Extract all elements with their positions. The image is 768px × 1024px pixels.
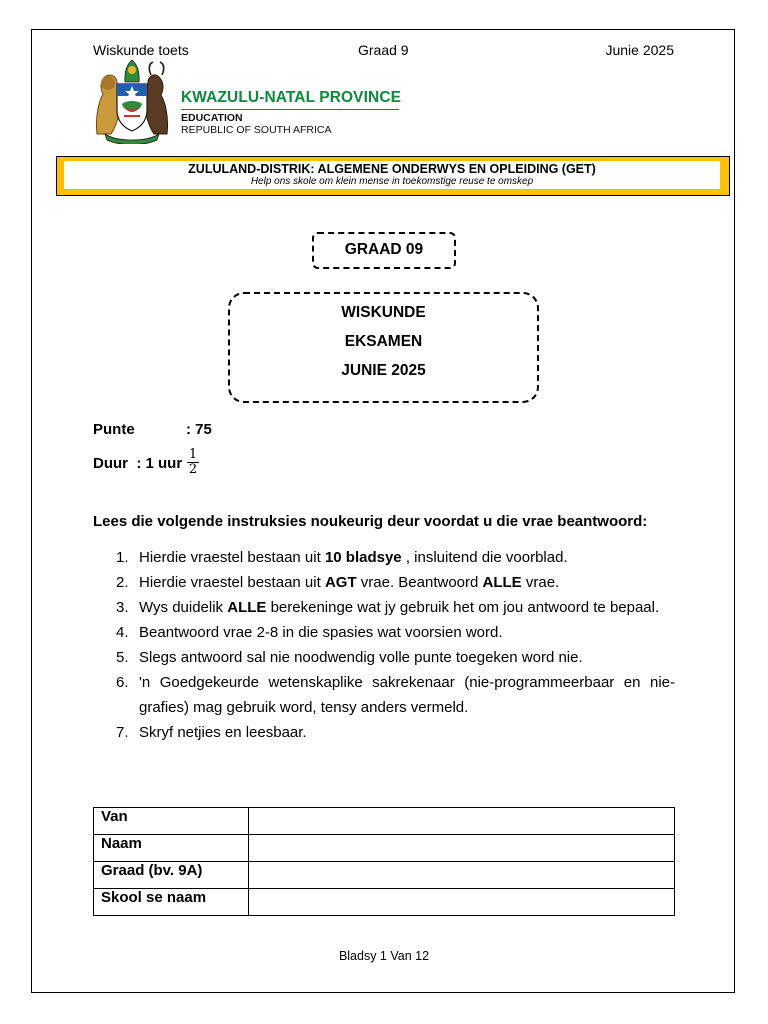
instruction-text: vrae. Beantwoord [356, 574, 483, 591]
field-value[interactable] [249, 808, 675, 835]
header-grade: Graad 9 [358, 42, 409, 58]
exam-type-line: EKSAMEN [344, 333, 423, 350]
grade-box: GRAAD 09 [312, 232, 456, 269]
marks-value: : 75 [186, 421, 212, 438]
field-value[interactable] [249, 889, 675, 916]
instruction-item [93, 645, 675, 670]
instruction-item [93, 595, 675, 620]
instruction-item [93, 620, 675, 645]
header-subject: Wiskunde toets [93, 42, 189, 58]
province-name: KWAZULU-NATAL PROVINCE [181, 89, 402, 106]
coat-of-arms-icon [91, 56, 173, 144]
table-row [94, 889, 675, 916]
instruction-number: 1. [116, 549, 129, 566]
table-row [94, 808, 675, 835]
logo-divider [181, 109, 399, 110]
field-value[interactable] [249, 862, 675, 889]
field-label: Skool se naam [94, 889, 249, 916]
instruction-number: 6. [116, 674, 129, 691]
instruction-emphasis: ALLE [227, 599, 267, 616]
header-date: Junie 2025 [605, 42, 674, 58]
field-label: Graad (bv. 9A) [94, 862, 249, 889]
learner-details-table [93, 807, 675, 916]
province-logo [91, 56, 421, 146]
instruction-text: Skryf netjies en leesbaar. [139, 724, 307, 741]
marks-label: Punte [93, 421, 135, 438]
district-slogan: Help ons skole om klein mense in toekomstige reuse te omskep [250, 176, 534, 187]
table-row [94, 835, 675, 862]
fraction-numerator: 1 [188, 447, 198, 462]
instruction-emphasis: ALLE [482, 574, 522, 591]
district-banner [56, 156, 730, 196]
district-title: ZULULAND-DISTRIK: ALGEMENE ONDERWYS EN OPLEIDING (GET) [188, 162, 596, 176]
field-label: Naam [94, 835, 249, 862]
instruction-item [93, 720, 675, 745]
instructions-heading: Lees die volgende instruksies noukeurig deur voordat u die vrae beantwoord: [93, 513, 648, 530]
exam-date-line: JUNIE 2025 [341, 362, 426, 379]
instruction-text: berekeninge wat jy gebruik het om jou antwoord te bepaal. [266, 599, 660, 616]
instruction-number: 2. [116, 574, 129, 591]
department-name: EDUCATION [181, 112, 243, 124]
instruction-emphasis: 10 bladsye [324, 549, 402, 566]
instruction-text: Hierdie vraestel bestaan uit [139, 549, 325, 566]
table-row [94, 862, 675, 889]
duration-fraction [187, 448, 199, 477]
instructions-list [93, 545, 675, 745]
instruction-text: Slegs antwoord sal nie noodwendig volle punte toegeken word nie. [139, 649, 583, 666]
instruction-item [93, 545, 675, 570]
instruction-text: Beantwoord vrae 2-8 in die spasies wat voorsien word. [139, 624, 503, 641]
country-name: REPUBLIC OF SOUTH AFRICA [181, 124, 332, 136]
instruction-text: Wys duidelik [139, 599, 228, 616]
instruction-text: , insluitend die voorblad. [401, 549, 568, 566]
field-value[interactable] [249, 835, 675, 862]
duration-value: : 1 uur [136, 455, 183, 472]
instruction-item [93, 570, 675, 595]
subject-line: WISKUNDE [341, 304, 426, 321]
fraction-denominator: 2 [188, 462, 198, 477]
instruction-number: 4. [116, 624, 129, 641]
instruction-number: 7. [116, 724, 129, 741]
field-label: Van [94, 808, 249, 835]
instruction-number: 5. [116, 649, 129, 666]
instruction-text: vrae. [521, 574, 560, 591]
duration-label: Duur [93, 455, 128, 472]
instruction-text: Hierdie vraestel bestaan uit [139, 574, 325, 591]
instruction-emphasis: AGT [324, 574, 357, 591]
subject-box [228, 292, 539, 403]
instruction-text: 'n Goedgekeurde wetenskaplike sakrekenaar (nie-programmeerbaar en nie-grafies) mag gebruik word, tensy anders vermeld. [139, 674, 675, 716]
page-number: Bladsy 1 Van 12 [338, 949, 430, 963]
instruction-number: 3. [116, 599, 129, 616]
instruction-item [93, 670, 675, 720]
